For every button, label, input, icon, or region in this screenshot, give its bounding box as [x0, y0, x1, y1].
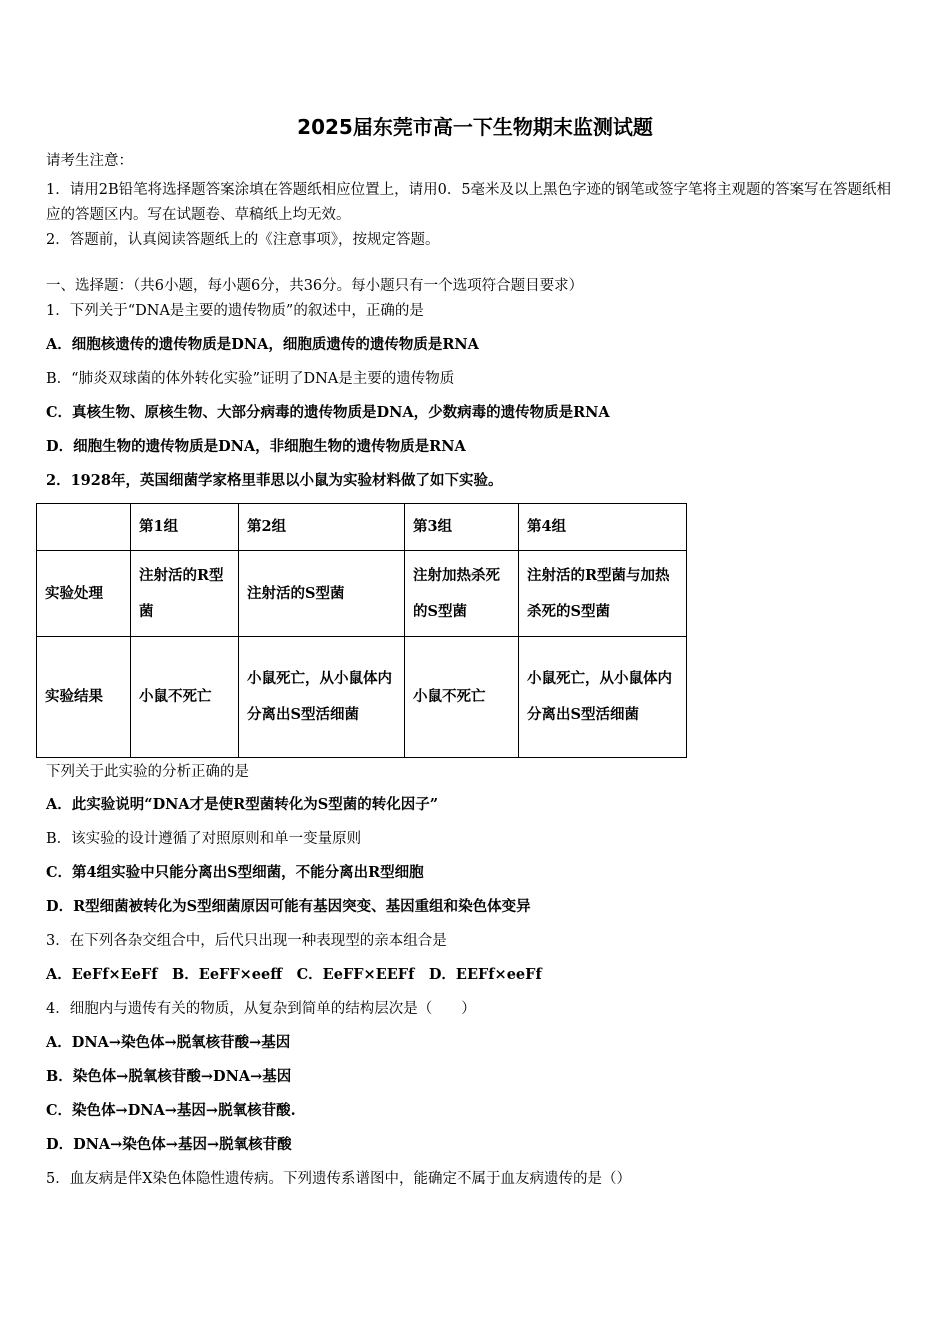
table-cell: 小鼠死亡，从小鼠体内分离出S型活细菌: [519, 637, 687, 758]
q2-option-c: C．第4组实验中只能分离出S型细菌，不能分离出R型细胞: [46, 864, 424, 881]
page-title: 2025届东莞市高一下生物期末监测试题: [297, 115, 653, 139]
table-cell: 注射加热杀死的S型菌: [405, 551, 519, 637]
table-cell: 小鼠不死亡: [131, 637, 239, 758]
q4-stem: 4．细胞内与遗传有关的物质，从复杂到简单的结构层次是（ ）: [46, 1001, 476, 1017]
table-header-cell: 第1组: [131, 504, 239, 551]
table-header-cell: 第3组: [405, 504, 519, 551]
q4-option-c: C．染色体→DNA→基因→脱氧核苷酸.: [46, 1102, 296, 1119]
notice-item-1: 1．请用2B铅笔将选择题答案涂填在答题纸相应位置上，请用0．5毫米及以上黑色字迹的钢笔或签字笔将主观题的答案写在答题纸相应的答题区内。写在试题卷、草稿纸上均无效。: [46, 182, 892, 223]
table-cell: 小鼠不死亡: [405, 637, 519, 758]
q1-stem: 1．下列关于“DNA是主要的遗传物质”的叙述中，正确的是: [46, 303, 424, 319]
q2-option-a: A．此实验说明“DNA才是使R型菌转化为S型菌的转化因子”: [46, 796, 439, 813]
notice-item-2: 2．答题前，认真阅读答题纸上的《注意事项》，按规定答题。: [46, 232, 440, 248]
q2-stem: 2．1928年，英国细菌学家格里菲思以小鼠为实验材料做了如下实验。: [46, 472, 503, 489]
section-heading: 一、选择题：（共6小题，每小题6分，共36分。每小题只有一个选项符合题目要求）: [46, 278, 584, 294]
q4-option-b: B．染色体→脱氧核苷酸→DNA→基因: [46, 1068, 292, 1085]
q2-option-d: D．R型细菌被转化为S型细菌原因可能有基因突变、基因重组和染色体变异: [46, 898, 531, 915]
q2-option-b: B．该实验的设计遵循了对照原则和单一变量原则: [46, 831, 362, 847]
table-header-cell: [37, 504, 131, 551]
table-cell: 注射活的S型菌: [239, 551, 405, 637]
table-row-treatment: [37, 551, 687, 637]
q1-option-b: B．“肺炎双球菌的体外转化实验”证明了DNA是主要的遗传物质: [46, 371, 455, 387]
table-row-label: 实验处理: [37, 551, 131, 637]
q3-options: A．EeFf×EeFf B．EeFF×eeff C．EeFF×EEFf D．EEFf×eeFf: [46, 966, 542, 983]
q1-option-c: C．真核生物、原核生物、大部分病毒的遗传物质是DNA，少数病毒的遗传物质是RNA: [46, 404, 610, 421]
notice-body: [46, 178, 902, 253]
table-cell: 注射活的R型菌与加热杀死的S型菌: [519, 551, 687, 637]
q1-option-d: D．细胞生物的遗传物质是DNA，非细胞生物的遗传物质是RNA: [46, 438, 466, 455]
table-row-label: 实验结果: [37, 637, 131, 758]
q4-option-d: D．DNA→染色体→基因→脱氧核苷酸: [46, 1136, 292, 1153]
table-cell: 小鼠死亡，从小鼠体内分离出S型活细菌: [239, 637, 405, 758]
table-header-cell: 第2组: [239, 504, 405, 551]
q5-stem: 5．血友病是伴X染色体隐性遗传病。下列遗传系谱图中，能确定不属于血友病遗传的是（）: [46, 1171, 632, 1187]
experiment-table: [36, 503, 687, 758]
q2-after: 下列关于此实验的分析正确的是: [46, 764, 249, 780]
table-cell: 注射活的R型菌: [131, 551, 239, 637]
table-header-cell: 第4组: [519, 504, 687, 551]
table-header-row: [37, 504, 687, 551]
table-row-result: [37, 637, 687, 758]
q4-option-a: A．DNA→染色体→脱氧核苷酸→基因: [46, 1034, 291, 1051]
q3-stem: 3．在下列各杂交组合中，后代只出现一种表现型的亲本组合是: [46, 933, 447, 949]
notice-heading: 请考生注意：: [46, 153, 133, 169]
q1-option-a: A．细胞核遗传的遗传物质是DNA，细胞质遗传的遗传物质是RNA: [46, 336, 479, 353]
